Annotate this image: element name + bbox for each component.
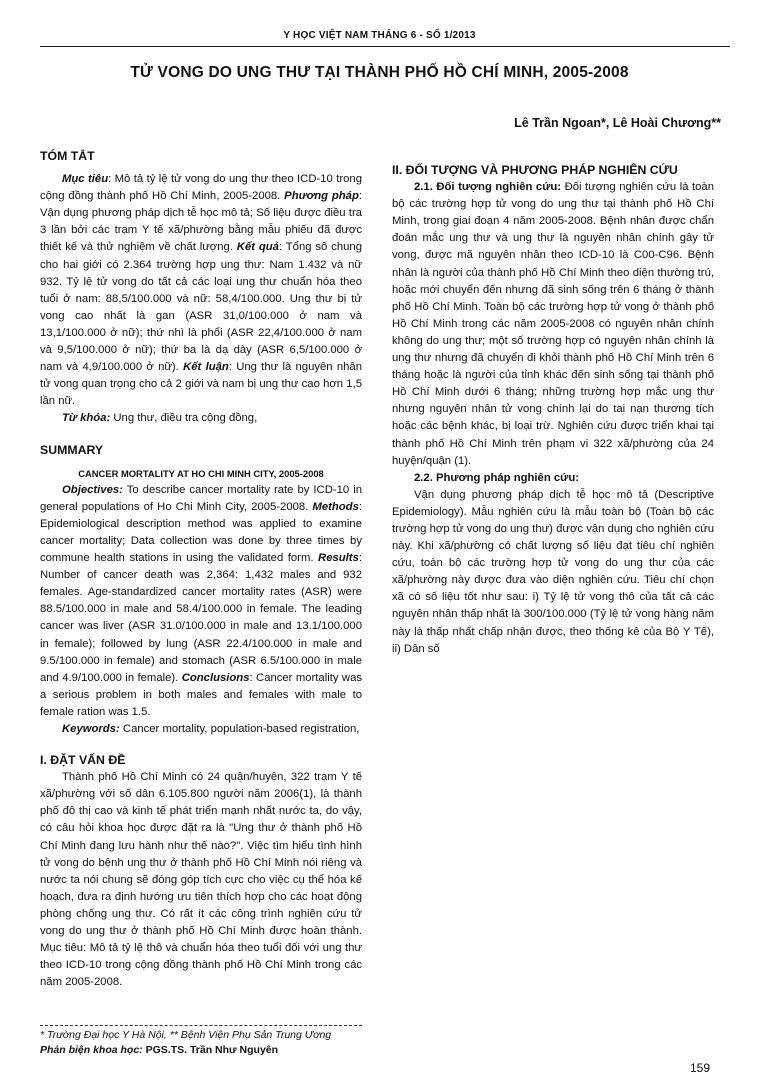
methods-label: Methods: [312, 500, 359, 513]
section1-paragraph: Thành phố Hồ Chí Minh có 24 quận/huyện, 322 trạm Y tế xã/phường với số dân 6.105.800 người năm 2006(1), là thành phố đô thị cao và kinh tế phát triển mạnh nhất nước ta, do vậy, có câu hỏi khoa học được đặt ra là "Ung thư ở thành phố Hồ Chí Minh đang lưu hành như thế nào?". Việc tìm hiểu tình hình tử vong do bệnh ung thư ở thành phố Hồ Chí Minh nói riêng và nước ta nói chung sẽ đóng góp tích cực cho việc cụ thể hóa kế hoạch, đưa ra định hướng ưu tiên thích hợp cho các hoạt động phòng chống ung thư. Có rất ít các công trình nghiên cứu tử vong do ung thư ở thành phố Hồ Chí Minh được hoàn thành. Mục tiêu: Mô tả tỷ lệ thô và chuẩn hóa theo tuổi đối với ung thư theo ICD-10 trong cộng đồng thành phố Hồ Chí Minh trong các năm 2005-2008.: [40, 771, 362, 989]
summary-heading: SUMMARY: [40, 442, 104, 457]
right-column-section2: [392, 162, 714, 658]
objectives-label: Objectives:: [62, 483, 123, 496]
conclusions-text: : Cancer mortality was a serious problem in both males and females with male to female ration was 1.5.: [40, 671, 363, 718]
section1-heading: I. ĐẶT VẤN ĐỀ: [40, 753, 126, 768]
keywords-vi-text: Ung thư, điều tra cộng đồng,: [110, 412, 258, 425]
method-text: : Vận dụng phương pháp dịch tễ học mô tả; Số liệu được điều tra 3 lần bởi các trạm Y tế xã/phường bằng mẫu phiếu đã được thiết kế và thử nghiệm về chất lượng.: [40, 190, 362, 254]
conclusion-text: : Ung thư là nguyên nhân tử vong quan trọng cho cả 2 giới và nam bị ung thư cao hơn 1,5 lần nữ.: [40, 361, 362, 408]
abstract-vi-heading: TÓM TẮT: [40, 149, 95, 163]
running-head: Y HỌC VIỆT NAM THÁNG 6 - SỐ 1/2013: [283, 30, 476, 41]
article-title: TỬ VONG DO UNG THƯ TẠI THÀNH PHỐ HỒ CHÍ MINH, 2005-2008: [130, 64, 629, 81]
conclusions-label: Conclusions: [181, 671, 250, 684]
section2-heading: II. ĐỐI TƯỢNG VÀ PHƯƠNG PHÁP NGHIÊN CỨU: [392, 163, 678, 177]
sub1-paragraph: [392, 179, 714, 470]
footnote-affiliations: * Trường Đại học Y Hà Nội, ** Bệnh Viện Phụ Sản Trung Ương: [40, 1029, 332, 1041]
summary-body: [40, 482, 362, 721]
sub1-text: Đối tượng nghiên cứu là toàn bộ các trường hợp tử vong do ung thư tại thành phố Hồ Chí Minh, trong giai đoạn 4 năm 2005-2008. Bệnh nhân được chẩn đoán mắc ung thư và ung thư là nguyên nhân chính gây tử vong, được mã nguyên nhân theo ICD-10 là C00-C96. Bệnh nhân là người của thành phố Hồ Chí Minh theo diện thường trú, hoặc mới chuyển đến nhưng đã sinh sống trên 6 tháng ở thành phố Hồ Chí Minh. Toàn bộ các trường hợp tử vong ở thành phố Hồ Chí Minh trong các năm 2005-2008 có nguyên nhân chính không do ung thư; một số trường hợp có nguyên nhân chính là ung thư nhưng đã chuyển đi khỏi thành phố Hồ Chí Minh trên 6 tháng hoặc là người của tỉnh khác đến sinh sống tại thành phố Hồ Chí Minh dưới 6 tháng; những trường hợp mắc ung thư nhưng nguyên nhân tử vong chính lại do tai nạn thương tích hoặc các bệnh khác, bị loại trừ. Nghiên cứu được triển khai tại thành phố Hồ Chí Minh trên phạm vi 322 xã/phường của 24 huyện/quận (1).: [392, 181, 714, 467]
sub1-label: 2.1. Đối tượng nghiên cứu:: [414, 181, 562, 194]
header-rule: [40, 46, 730, 47]
footnotes: [40, 1028, 720, 1058]
objective-label: Mục tiêu: [62, 173, 109, 186]
keywords-en-label: Keywords:: [62, 723, 120, 735]
keywords-en: [40, 721, 362, 738]
left-column: [40, 148, 362, 991]
authors: Lê Trần Ngoan*, Lê Hoài Chương**: [514, 116, 721, 130]
abstract-vi-body: [40, 171, 362, 410]
objective-text: : Mô tả tỷ lệ tử vong do ung thư theo ICD-10 trong cộng đồng thành phố Hồ Chí Minh, 2005-2008.: [40, 173, 362, 203]
summary-title: CANCER MORTALITY AT HO CHI MINH CITY, 2005-2008: [78, 467, 324, 479]
sub2-paragraph: Vận dụng phương pháp dịch tễ học mô tả (Descriptive Epidemiology). Mẫu nghiên cứu là mẫu toàn bộ (Toàn bộ các trường hợp tử vong do ung thư) được vận dụng cho nghiên cứu này. Khi xã/phường có chất lượng số liệu đạt tiêu chí nghiên cứu, toàn bộ các trường hợp tử vong do ung thư của các xã/phường này được đưa vào diện nghiên cứu. Tiêu chí chọn xã có số liệu tốt như sau: i) Tỷ lệ tử vong thô của tất cả các nguyên nhân thấp nhất là 300/100.000 (Tỷ lệ tử vong hàng năm này là thấp nhất chấp nhận được, theo thống kê của Bộ Y Tế), ii) Dân số: [392, 488, 714, 655]
keywords-vi-label: Từ khóa:: [62, 412, 111, 425]
page-number: 159: [690, 1061, 711, 1075]
results-label: Results: [318, 552, 359, 565]
methods-text: : Epidemiological description method was applied to examine cancer mortality; Data collection was done by three times by commune health stations in using the validated form.: [40, 500, 362, 565]
keywords-en-text: Cancer mortality, population-based registration,: [119, 723, 360, 735]
results-text: : Number of cancer death was 2,364: 1,432 males and 932 females. Age-standardized cancer mortality rates (ASR) were 88.5/100.000 in male and 58.4/100.000 in female. The leading cancer was liver (ASR 31.0/100.000 in male and 13.1/100.000 in female); followed by lung (ASR 22.4/100.000 in male and 9.5/100.000 in female) and stomach (ASR 6.5/100.000 in male and 4.9/100.000 in female).: [40, 552, 362, 684]
conclusion-label: Kết luận: [183, 361, 229, 374]
keywords-vi: [40, 410, 362, 427]
reviewer-label: Phản biện khoa học:: [40, 1044, 143, 1056]
reviewer-name: PGS.TS. Trần Như Nguyên: [142, 1044, 279, 1056]
result-label: Kết quả: [236, 241, 279, 254]
footnote-rule: [40, 1025, 362, 1026]
sub2-label: 2.2. Phương pháp nghiên cứu:: [414, 471, 579, 484]
objectives-text: To describe cancer mortality rate by ICD-10 in general populations of Ho Chi Minh City, 2005-2008.: [40, 483, 362, 513]
method-label: Phương pháp: [284, 190, 359, 203]
result-text: : Tổng số chung cho hai giới có 2.364 trường hợp ung thư: Nam 1.432 và nữ 932. Tỷ lệ tử vong do tất cả các loại ung thư chuẩn hóa theo tuổi ở nam: 88,5/100.000 và nữ: 58,4/100.000. Ung thư bị tử vong cao nhất là gan (ASR 31,0/100.000 ở nam và 13,1/100.000 ở nữ); thứ nhì là phổi (ASR 22,4/100.000 ở nam và 9,5/100.000 ở nữ); thứ ba là dạ dày (ASR 6,5/100.000 ở nam và 4,9/100.000 ở nữ).: [40, 241, 362, 374]
